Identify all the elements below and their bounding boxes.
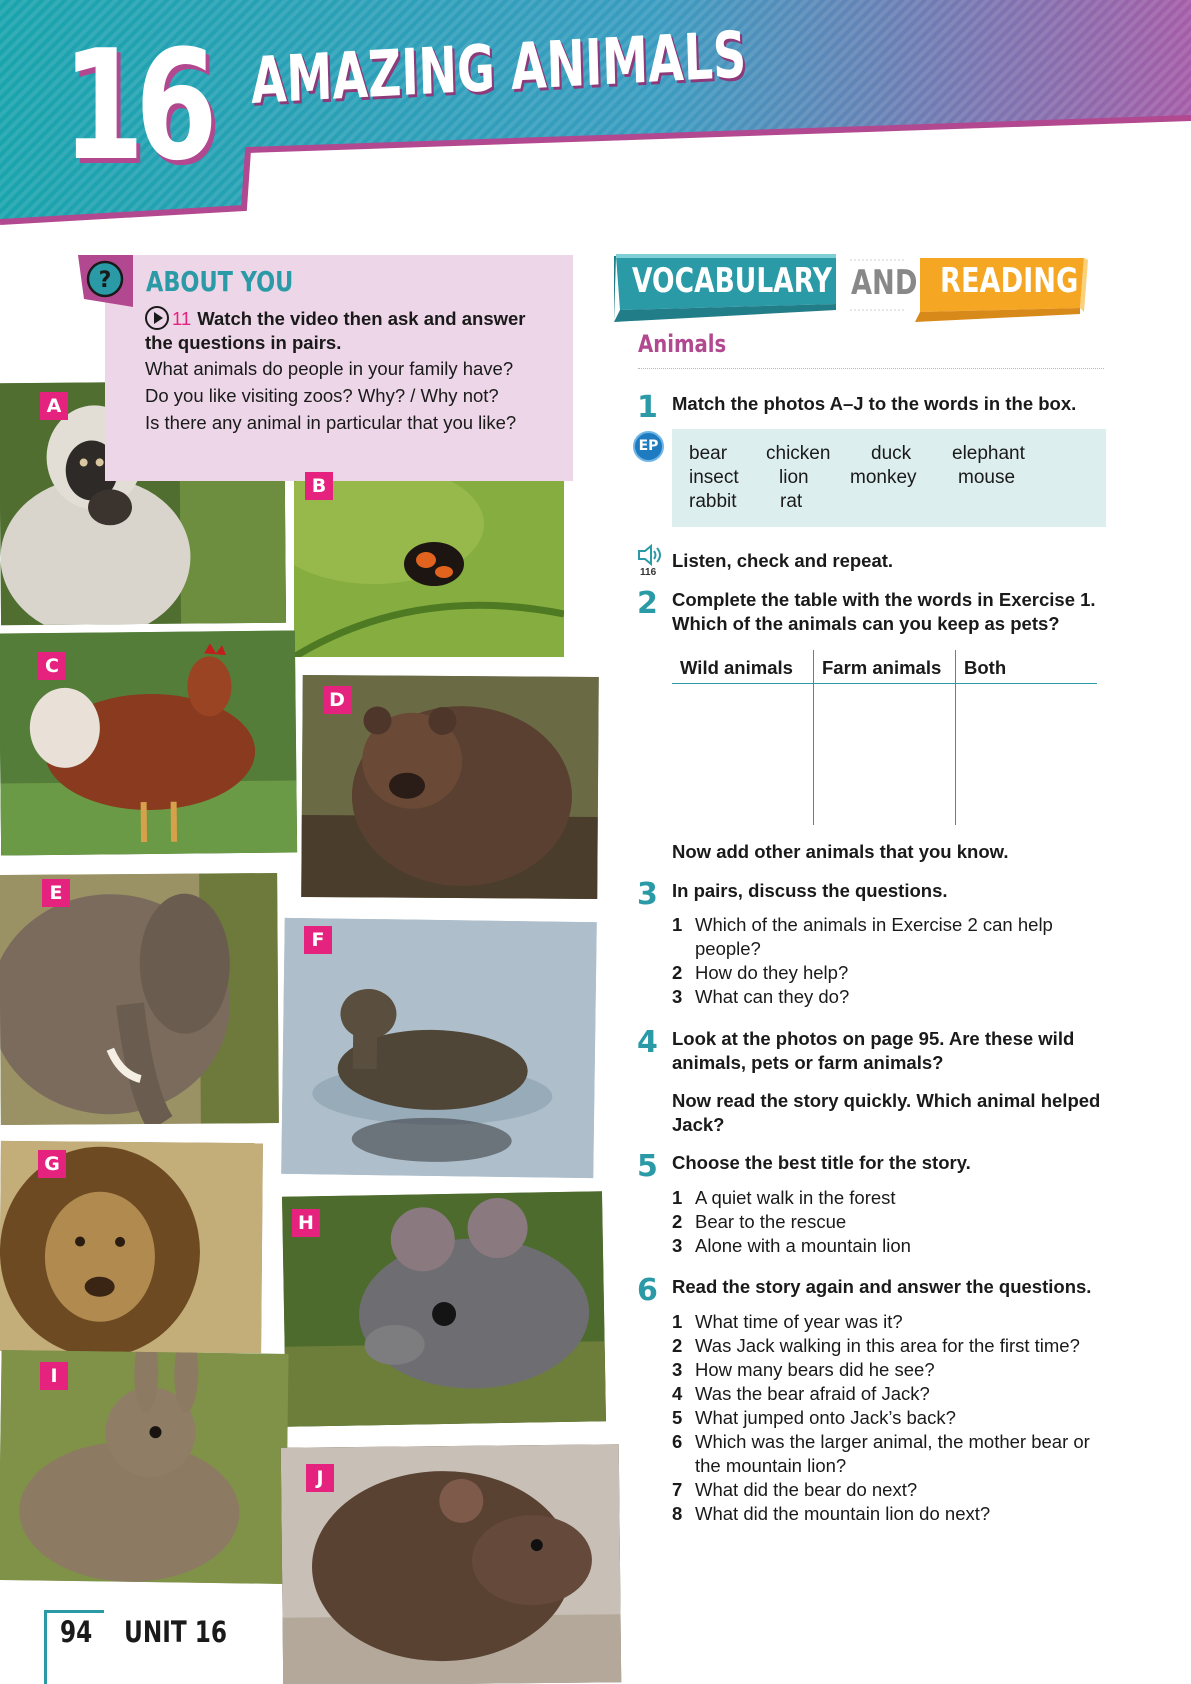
- item-number: 7: [672, 1479, 683, 1500]
- item-text: How do they help?: [695, 962, 849, 983]
- exercise-4-instruction: Look at the photos on page 95. Are these wild animals, pets or farm animals?: [672, 1028, 1075, 1073]
- unit-title: AMAZING ANIMALS: [249, 18, 748, 119]
- list-item: [672, 1334, 1092, 1358]
- exercise-number: 3: [637, 877, 658, 912]
- item-number: 1: [672, 1311, 683, 1332]
- word: rat: [780, 491, 803, 512]
- exercise-5-instruction: Choose the best title for the story.: [672, 1152, 971, 1173]
- exercise-2-instruction: Complete the table with the words in Exercise 1. Which of the animals can you keep as pets?: [672, 589, 1096, 634]
- about-you-heading: ABOUT YOU: [146, 265, 294, 298]
- exercise-1-instruction: Match the photos A–J to the words in the box.: [672, 393, 1077, 414]
- photo-label: G: [38, 1150, 66, 1178]
- table-column-divider: [955, 650, 956, 825]
- play-video-icon[interactable]: [145, 306, 169, 330]
- exercise-number: 2: [637, 586, 658, 621]
- unit-number: 16: [62, 17, 209, 194]
- table-header-farm: Farm animals: [822, 657, 942, 678]
- subsection-title: Animals: [638, 330, 727, 358]
- item-number: 6: [672, 1431, 683, 1452]
- list-item: [672, 1406, 1092, 1430]
- about-you-question: What animals do people in your family have?: [145, 358, 514, 379]
- word: mouse: [958, 467, 1016, 488]
- item-text: Was Jack walking in this area for the first time?: [695, 1335, 1080, 1356]
- about-you-instruction: [145, 306, 555, 355]
- exercise-6-instruction: Read the story again and answer the questions.: [672, 1276, 1092, 1297]
- photo-label: B: [305, 472, 333, 500]
- table-header-wild: Wild animals: [680, 657, 793, 678]
- word: duck: [871, 443, 912, 464]
- divider: [638, 368, 1104, 369]
- page-number: 94: [60, 1615, 93, 1649]
- word-box: [672, 429, 1106, 527]
- item-text: What did the mountain lion do next?: [695, 1503, 991, 1524]
- photo-label: J: [306, 1464, 334, 1492]
- item-number: 4: [672, 1383, 683, 1404]
- svg-text:?: ?: [98, 268, 112, 293]
- list-item: [672, 1502, 1092, 1526]
- exercise-number: 6: [637, 1273, 658, 1308]
- exercise-3-instruction: In pairs, discuss the questions.: [672, 880, 948, 901]
- about-you-question: Do you like visiting zoos? Why? / Why not?: [145, 385, 499, 406]
- table-header-both: Both: [964, 657, 1007, 678]
- item-number: 2: [672, 1335, 683, 1356]
- item-number: 8: [672, 1503, 683, 1524]
- audio-track-number: 116: [640, 567, 657, 578]
- item-text: Which was the larger animal, the mother bear or the mountain lion?: [695, 1431, 1090, 1476]
- list-item: [672, 985, 1092, 1009]
- list-item: [672, 1358, 1092, 1382]
- word: rabbit: [689, 491, 737, 512]
- and-tag: AND: [851, 263, 918, 303]
- photo-f-duck: [281, 918, 597, 1178]
- exercise-number: 4: [637, 1025, 658, 1060]
- photo-label: F: [304, 926, 332, 954]
- audio-speaker-icon[interactable]: [637, 544, 663, 566]
- item-number: 3: [672, 1235, 683, 1256]
- video-number: 11: [172, 308, 192, 329]
- item-text: What did the bear do next?: [695, 1479, 918, 1500]
- word: monkey: [850, 467, 917, 488]
- item-text: Alone with a mountain lion: [695, 1235, 911, 1256]
- item-number: 1: [672, 914, 683, 935]
- item-text: Which of the animals in Exercise 2 can help people?: [695, 914, 1053, 959]
- item-text: What time of year was it?: [695, 1311, 903, 1332]
- item-number: 2: [672, 1211, 683, 1232]
- photo-label: H: [292, 1209, 320, 1237]
- word: elephant: [952, 443, 1025, 464]
- photo-h-mouse: [282, 1191, 606, 1427]
- item-text: How many bears did he see?: [695, 1359, 935, 1380]
- item-number: 3: [672, 1359, 683, 1380]
- about-you-question: Is there any animal in particular that you like?: [145, 412, 517, 433]
- list-item: [672, 1382, 1092, 1406]
- exercise-number: 5: [637, 1149, 658, 1184]
- item-number: 5: [672, 1407, 683, 1428]
- list-item: [672, 913, 1092, 961]
- item-number: 3: [672, 986, 683, 1007]
- photo-label: I: [40, 1362, 68, 1390]
- question-icon: [78, 255, 133, 307]
- listen-instruction: Listen, check and repeat.: [672, 550, 894, 571]
- photo-label: E: [42, 879, 70, 907]
- item-text: What jumped onto Jack’s back?: [695, 1407, 956, 1428]
- item-text: What can they do?: [695, 986, 850, 1007]
- reading-tag: READING: [940, 261, 1079, 301]
- word: bear: [689, 443, 728, 464]
- list-item: [672, 961, 1092, 985]
- list-item: [672, 1234, 1092, 1258]
- item-number: 1: [672, 1187, 683, 1208]
- word: lion: [779, 467, 809, 488]
- list-item: [672, 1310, 1092, 1334]
- exercise-number: 1: [637, 390, 658, 425]
- unit-banner: [0, 0, 1191, 230]
- about-you-instruction-text: Watch the video then ask and answer the questions in pairs.: [145, 308, 526, 353]
- footer-unit-label: UNIT 16: [124, 1615, 228, 1649]
- word: chicken: [766, 443, 831, 464]
- ep-badge-icon[interactable]: EP: [633, 431, 664, 462]
- exercise-4-follow-up: Now read the story quickly. Which animal helped Jack?: [672, 1090, 1101, 1135]
- photo-b-insect: [294, 464, 564, 657]
- photo-label: C: [38, 652, 66, 680]
- photo-e-elephant: [0, 873, 279, 1125]
- item-number: 2: [672, 962, 683, 983]
- list-item: [672, 1186, 1092, 1210]
- list-item: [672, 1210, 1092, 1234]
- table-header-rule: [672, 683, 1097, 684]
- vocabulary-tag: VOCABULARY: [632, 261, 832, 301]
- word: insect: [689, 467, 739, 488]
- item-text: Was the bear afraid of Jack?: [695, 1383, 930, 1404]
- item-text: Bear to the rescue: [695, 1211, 847, 1232]
- exercise-2-follow-up: Now add other animals that you know.: [672, 841, 1009, 862]
- list-item: [672, 1478, 1092, 1502]
- item-text: A quiet walk in the forest: [695, 1187, 896, 1208]
- photo-label: A: [40, 392, 68, 420]
- table-column-divider: [813, 650, 814, 825]
- list-item: [672, 1430, 1092, 1478]
- photo-label: D: [323, 686, 351, 714]
